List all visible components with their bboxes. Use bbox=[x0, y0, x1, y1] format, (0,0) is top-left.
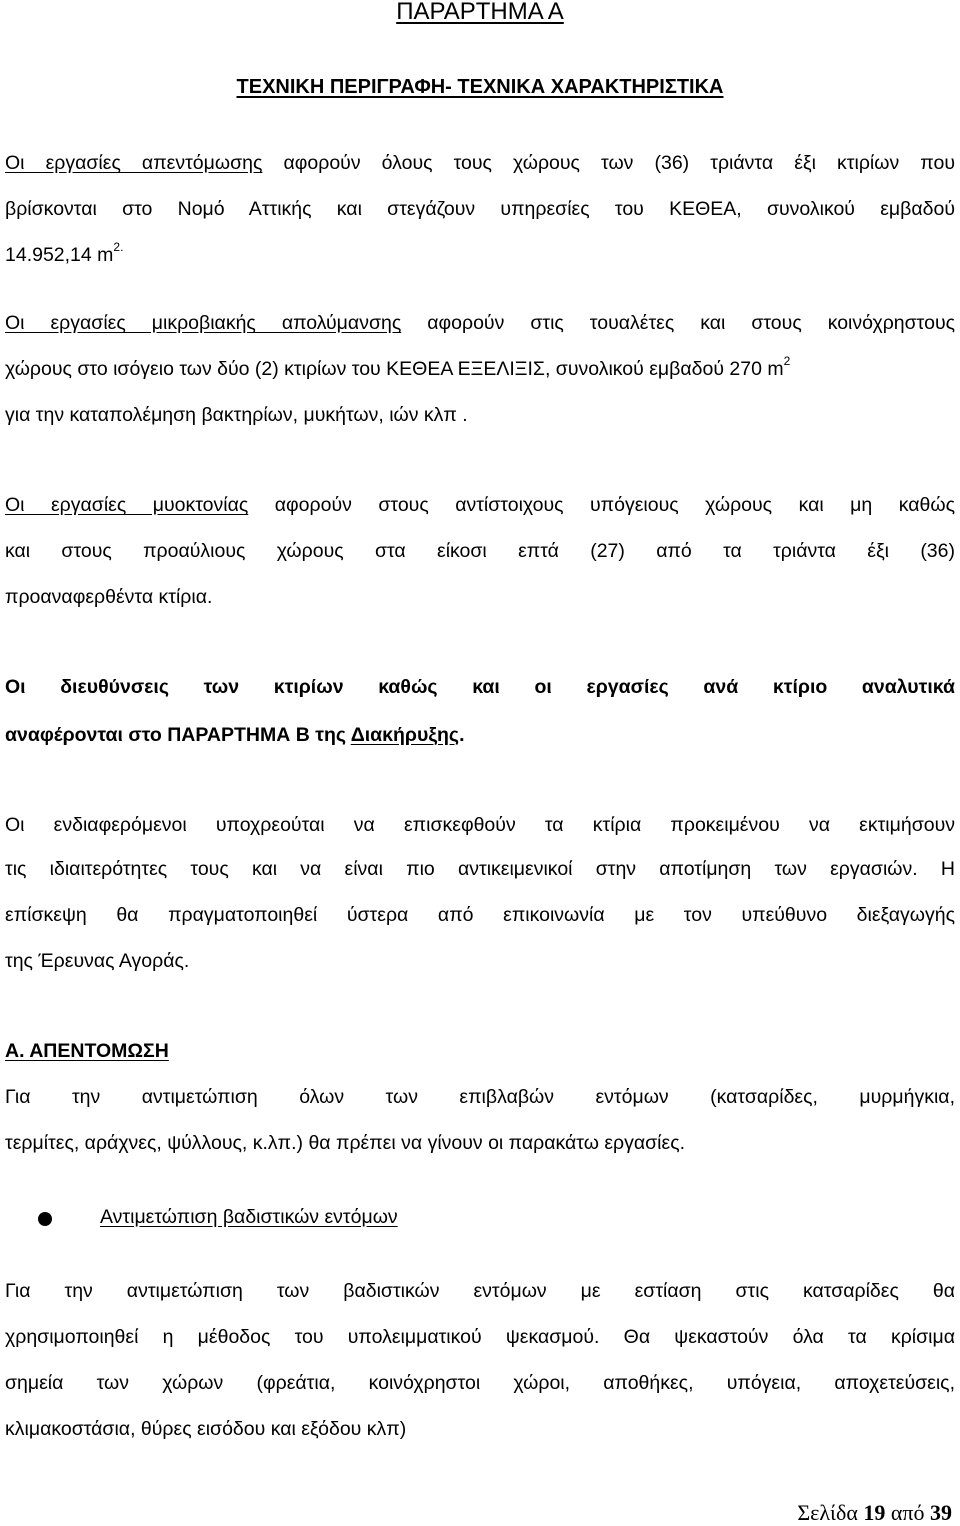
paragraph-1-line-1-text: αφορούν όλους τους χώρους των (36) τριάντα έξι κτιρίων που bbox=[262, 152, 955, 174]
footer-page-word: Σελίδα bbox=[797, 1500, 858, 1525]
annex-title: ΠΑΡΑΡΤΗΜΑ Α bbox=[396, 0, 564, 25]
paragraph-1-lead: Οι εργασίες απεντόμωσης bbox=[5, 152, 263, 174]
section-a-body-line-3: σημεία των χώρων (φρεάτια, κοινόχρηστοι χώροι, αποθήκες, υπόγεια, αποχετεύσεις, bbox=[5, 1372, 955, 1394]
paragraph-3-line-3: προαναφερθέντα κτίρια. bbox=[5, 586, 213, 608]
section-a-body-line-2: χρησιμοποιηθεί η μέθοδος του υπολειμματικού ψεκασμού. Θα ψεκαστούν όλα τα κρίσιμα bbox=[5, 1326, 955, 1348]
bullet-heading: Αντιμετώπιση βαδιστικών εντόμων bbox=[100, 1206, 398, 1228]
declaration-link-text: Διακήρυξης bbox=[350, 724, 460, 746]
paragraph-2-line-1-text: αφορούν στις τουαλέτες και στους κοινόχρηστους bbox=[401, 312, 956, 334]
paragraph-2-area-sup: 2 bbox=[783, 354, 791, 368]
bullet-dot-icon bbox=[38, 1212, 52, 1226]
footer-total-pages: 39 bbox=[930, 1500, 952, 1525]
paragraph-4-line-2-text: αναφέρονται στο ΠΑΡΑΡΤΗΜΑ Β της bbox=[5, 724, 351, 746]
paragraph-2-lead: Οι εργασίες μικροβιακής απολύμανσης bbox=[5, 312, 402, 334]
section-a-body-line-1: Για την αντιμετώπιση των βαδιστικών εντόμων με εστίαση στις κατσαρίδες θα bbox=[5, 1280, 955, 1302]
section-a-body-line-4: κλιμακοστάσια, θύρες εισόδου και εξόδου κλπ) bbox=[5, 1418, 407, 1440]
paragraph-5-line-2: τις ιδιαιτερότητες τους και να είναι πιο αντικειμενικοί στην αποτίμηση των εργασιών. Η bbox=[5, 858, 955, 880]
paragraph-1-area-sup: 2. bbox=[113, 240, 124, 254]
paragraph-1-line-1 bbox=[5, 152, 955, 175]
paragraph-5-line-4: της Έρευνας Αγοράς. bbox=[5, 950, 190, 972]
paragraph-1-line-3 bbox=[5, 240, 955, 267]
footer-page-number: 19 bbox=[863, 1500, 886, 1525]
paragraph-2-line-2 bbox=[5, 354, 955, 381]
paragraph-2-line-1 bbox=[5, 312, 955, 335]
paragraph-4-line-2 bbox=[5, 724, 955, 747]
paragraph-3-line-1 bbox=[5, 494, 955, 517]
paragraph-5-line-1: Οι ενδιαφερόμενοι υποχρεούται να επισκεφθούν τα κτίρια προκειμένου να εκτιμήσουν bbox=[5, 814, 955, 836]
page-footer bbox=[797, 1500, 952, 1526]
section-a-intro-line-1: Για την αντιμετώπιση όλων των επιβλαβών εντόμων (κατσαρίδες, μυρμήγκια, bbox=[5, 1086, 955, 1108]
paragraph-2-line-2-text: χώρους στο ισόγειο των δύο (2) κτιρίων του ΚΕΘΕΑ ΕΞΕΛΙΞΙΣ, συνολικού εμβαδού 270 m bbox=[5, 358, 784, 380]
paragraph-4-period: . bbox=[459, 724, 465, 746]
paragraph-3-line-2: και στους προαύλιους χώρους στα είκοσι επτά (27) από τα τριάντα έξι (36) bbox=[5, 540, 955, 562]
paragraph-5-line-3: επίσκεψη θα πραγματοποιηθεί ύστερα από επικοινωνία με τον υπεύθυνο διεξαγωγής bbox=[5, 904, 955, 926]
section-a-heading: Α. ΑΠΕΝΤΟΜΩΣΗ bbox=[5, 1040, 169, 1062]
paragraph-3-line-1-text: αφορούν στους αντίστοιχους υπόγειους χώρους και μη καθώς bbox=[248, 494, 955, 516]
section-subtitle: ΤΕΧΝΙΚΗ ΠΕΡΙΓΡΑΦΗ- ΤΕΧΝΙΚΑ ΧΑΡΑΚΤΗΡΙΣΤΙΚΑ bbox=[236, 76, 724, 98]
paragraph-3-lead: Οι εργασίες μυοκτονίας bbox=[5, 494, 249, 516]
paragraph-1-area: 14.952,14 m bbox=[5, 244, 114, 266]
paragraph-1-line-2: βρίσκονται στο Νομό Αττικής και στεγάζουν υπηρεσίες του ΚΕΘΕΑ, συνολικού εμβαδού bbox=[5, 198, 955, 220]
section-a-intro-line-2: τερμίτες, αράχνες, ψύλλους, κ.λπ.) θα πρέπει να γίνουν οι παρακάτω εργασίες. bbox=[5, 1132, 686, 1154]
footer-of-word: από bbox=[890, 1500, 925, 1525]
paragraph-2-line-3: για την καταπολέμηση βακτηρίων, μυκήτων, ιών κλπ . bbox=[5, 404, 468, 426]
paragraph-4-line-1: Οι διευθύνσεις των κτιρίων καθώς και οι εργασίες ανά κτίριο αναλυτικά bbox=[5, 676, 955, 698]
